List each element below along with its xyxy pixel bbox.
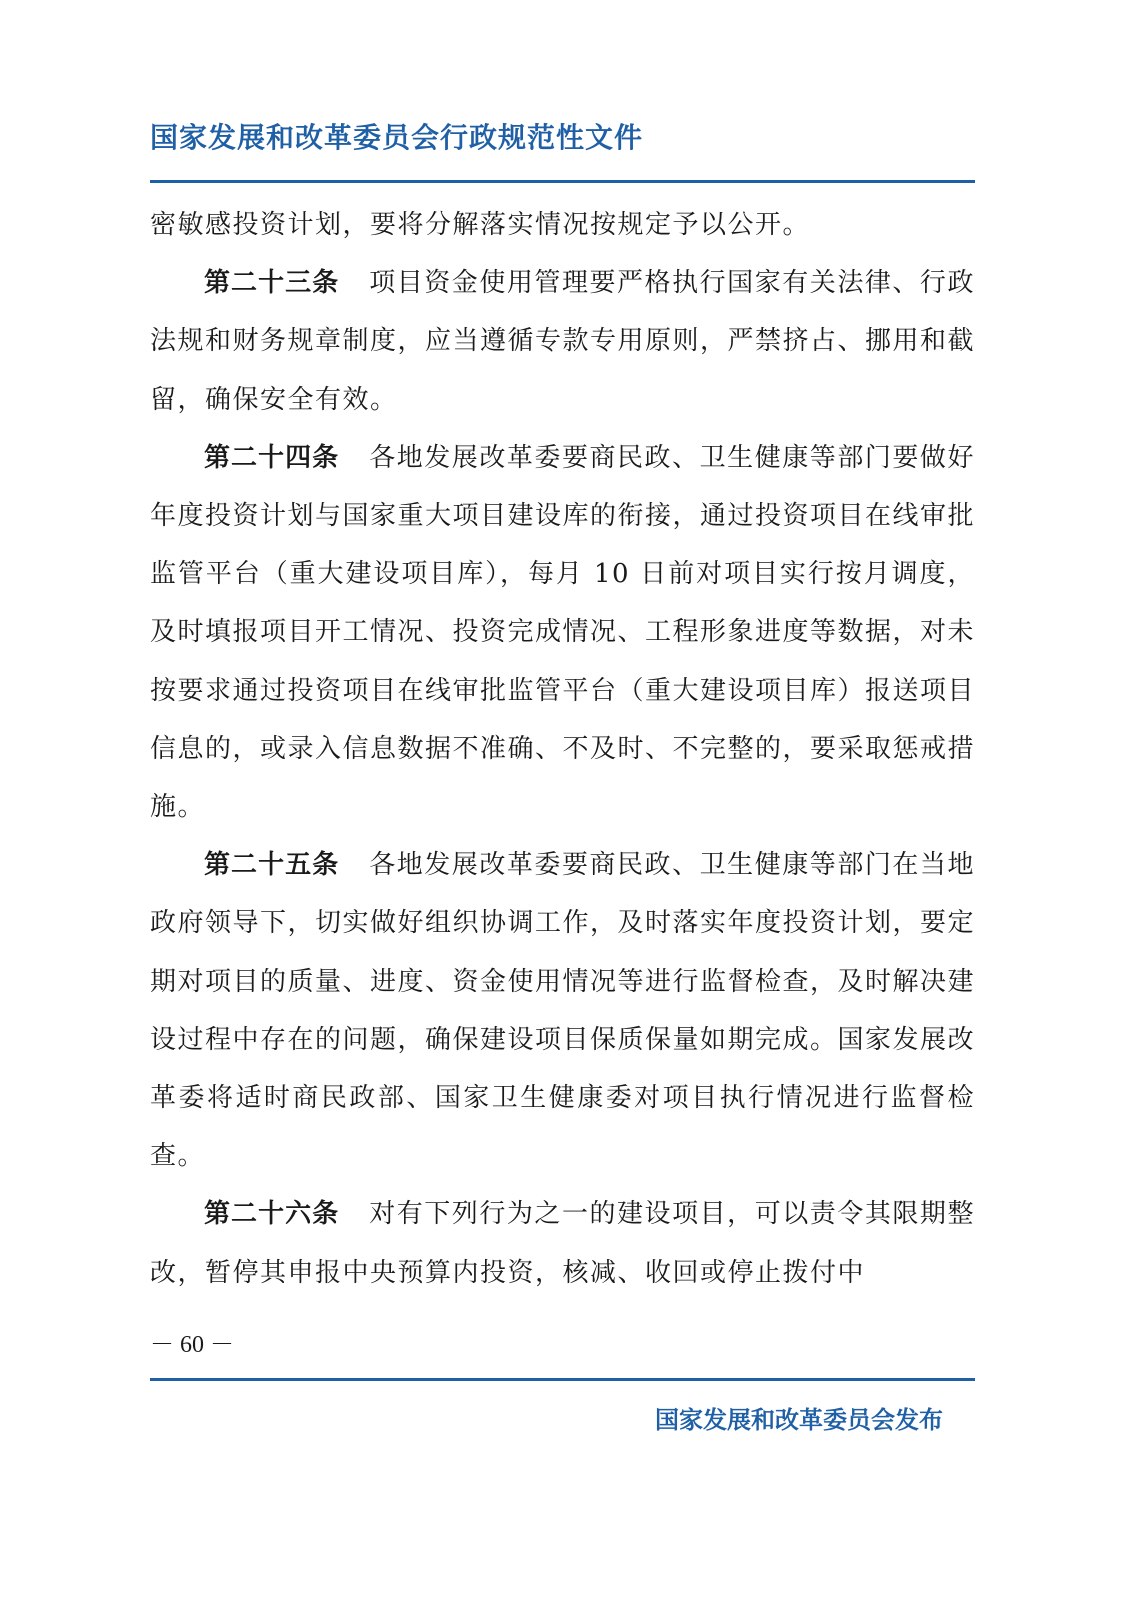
article-heading: 第二十三条 [204, 268, 340, 299]
article-text: 各地发展改革委要商民政、卫生健康等部门在当地政府领导下，切实做好组织协调工作，及时落实年度投资计划，要定期对项目的质量、进度、资金使用情况等进行监督检查，及时解决建设过程中存在的问题，确保建设项目保质保量如期完成。国家发展改革委将适时商民政部、国家卫生健康委对项目执行情况进行监督检查。 [150, 850, 976, 1172]
header-divider [150, 180, 975, 183]
page-header [150, 118, 975, 188]
article-26 [150, 1185, 975, 1301]
document-series-title: 国家发展和改革委员会行政规范性文件 [150, 121, 644, 154]
article-heading: 第二十六条 [204, 1199, 340, 1230]
article-text: 项目资金使用管理要严格执行国家有关法律、行政法规和财务规章制度，应当遵循专款专用原则，严禁挤占、挪用和截留，确保安全有效。 [150, 268, 976, 415]
footer-divider [150, 1378, 975, 1381]
article-heading: 第二十四条 [204, 442, 340, 473]
page-number: － 60 － [150, 1332, 234, 1358]
publisher-label: 国家发展和改革委员会发布 [655, 1406, 943, 1434]
article-text: 对有下列行为之一的建设项目，可以责令其限期整改，暂停其申报中央预算内投资，核减、收回或停止拨付中 [150, 1199, 975, 1288]
article-25 [150, 836, 975, 1185]
article-23 [150, 254, 975, 429]
article-heading: 第二十五条 [204, 850, 340, 881]
continued-paragraph: 密敏感投资计划，要将分解落实情况按规定予以公开。 [150, 210, 811, 240]
article-24 [150, 429, 975, 836]
article-text: 各地发展改革委要商民政、卫生健康等部门要做好年度投资计划与国家重大项目建设库的衔接，通过投资项目在线审批监管平台（重大建设项目库），每月 10 日前对项目实行按月调度，及时填报项目开工情况、投资完成情况、工程形象进度等数据，对未按要求通过投资项目在线审批监管平台（重大建设项目库）报送项目信息的，或录入信息数据不准确、不及时、不完整的，要采取惩戒措施。 [150, 442, 976, 823]
document-body [150, 196, 975, 1302]
